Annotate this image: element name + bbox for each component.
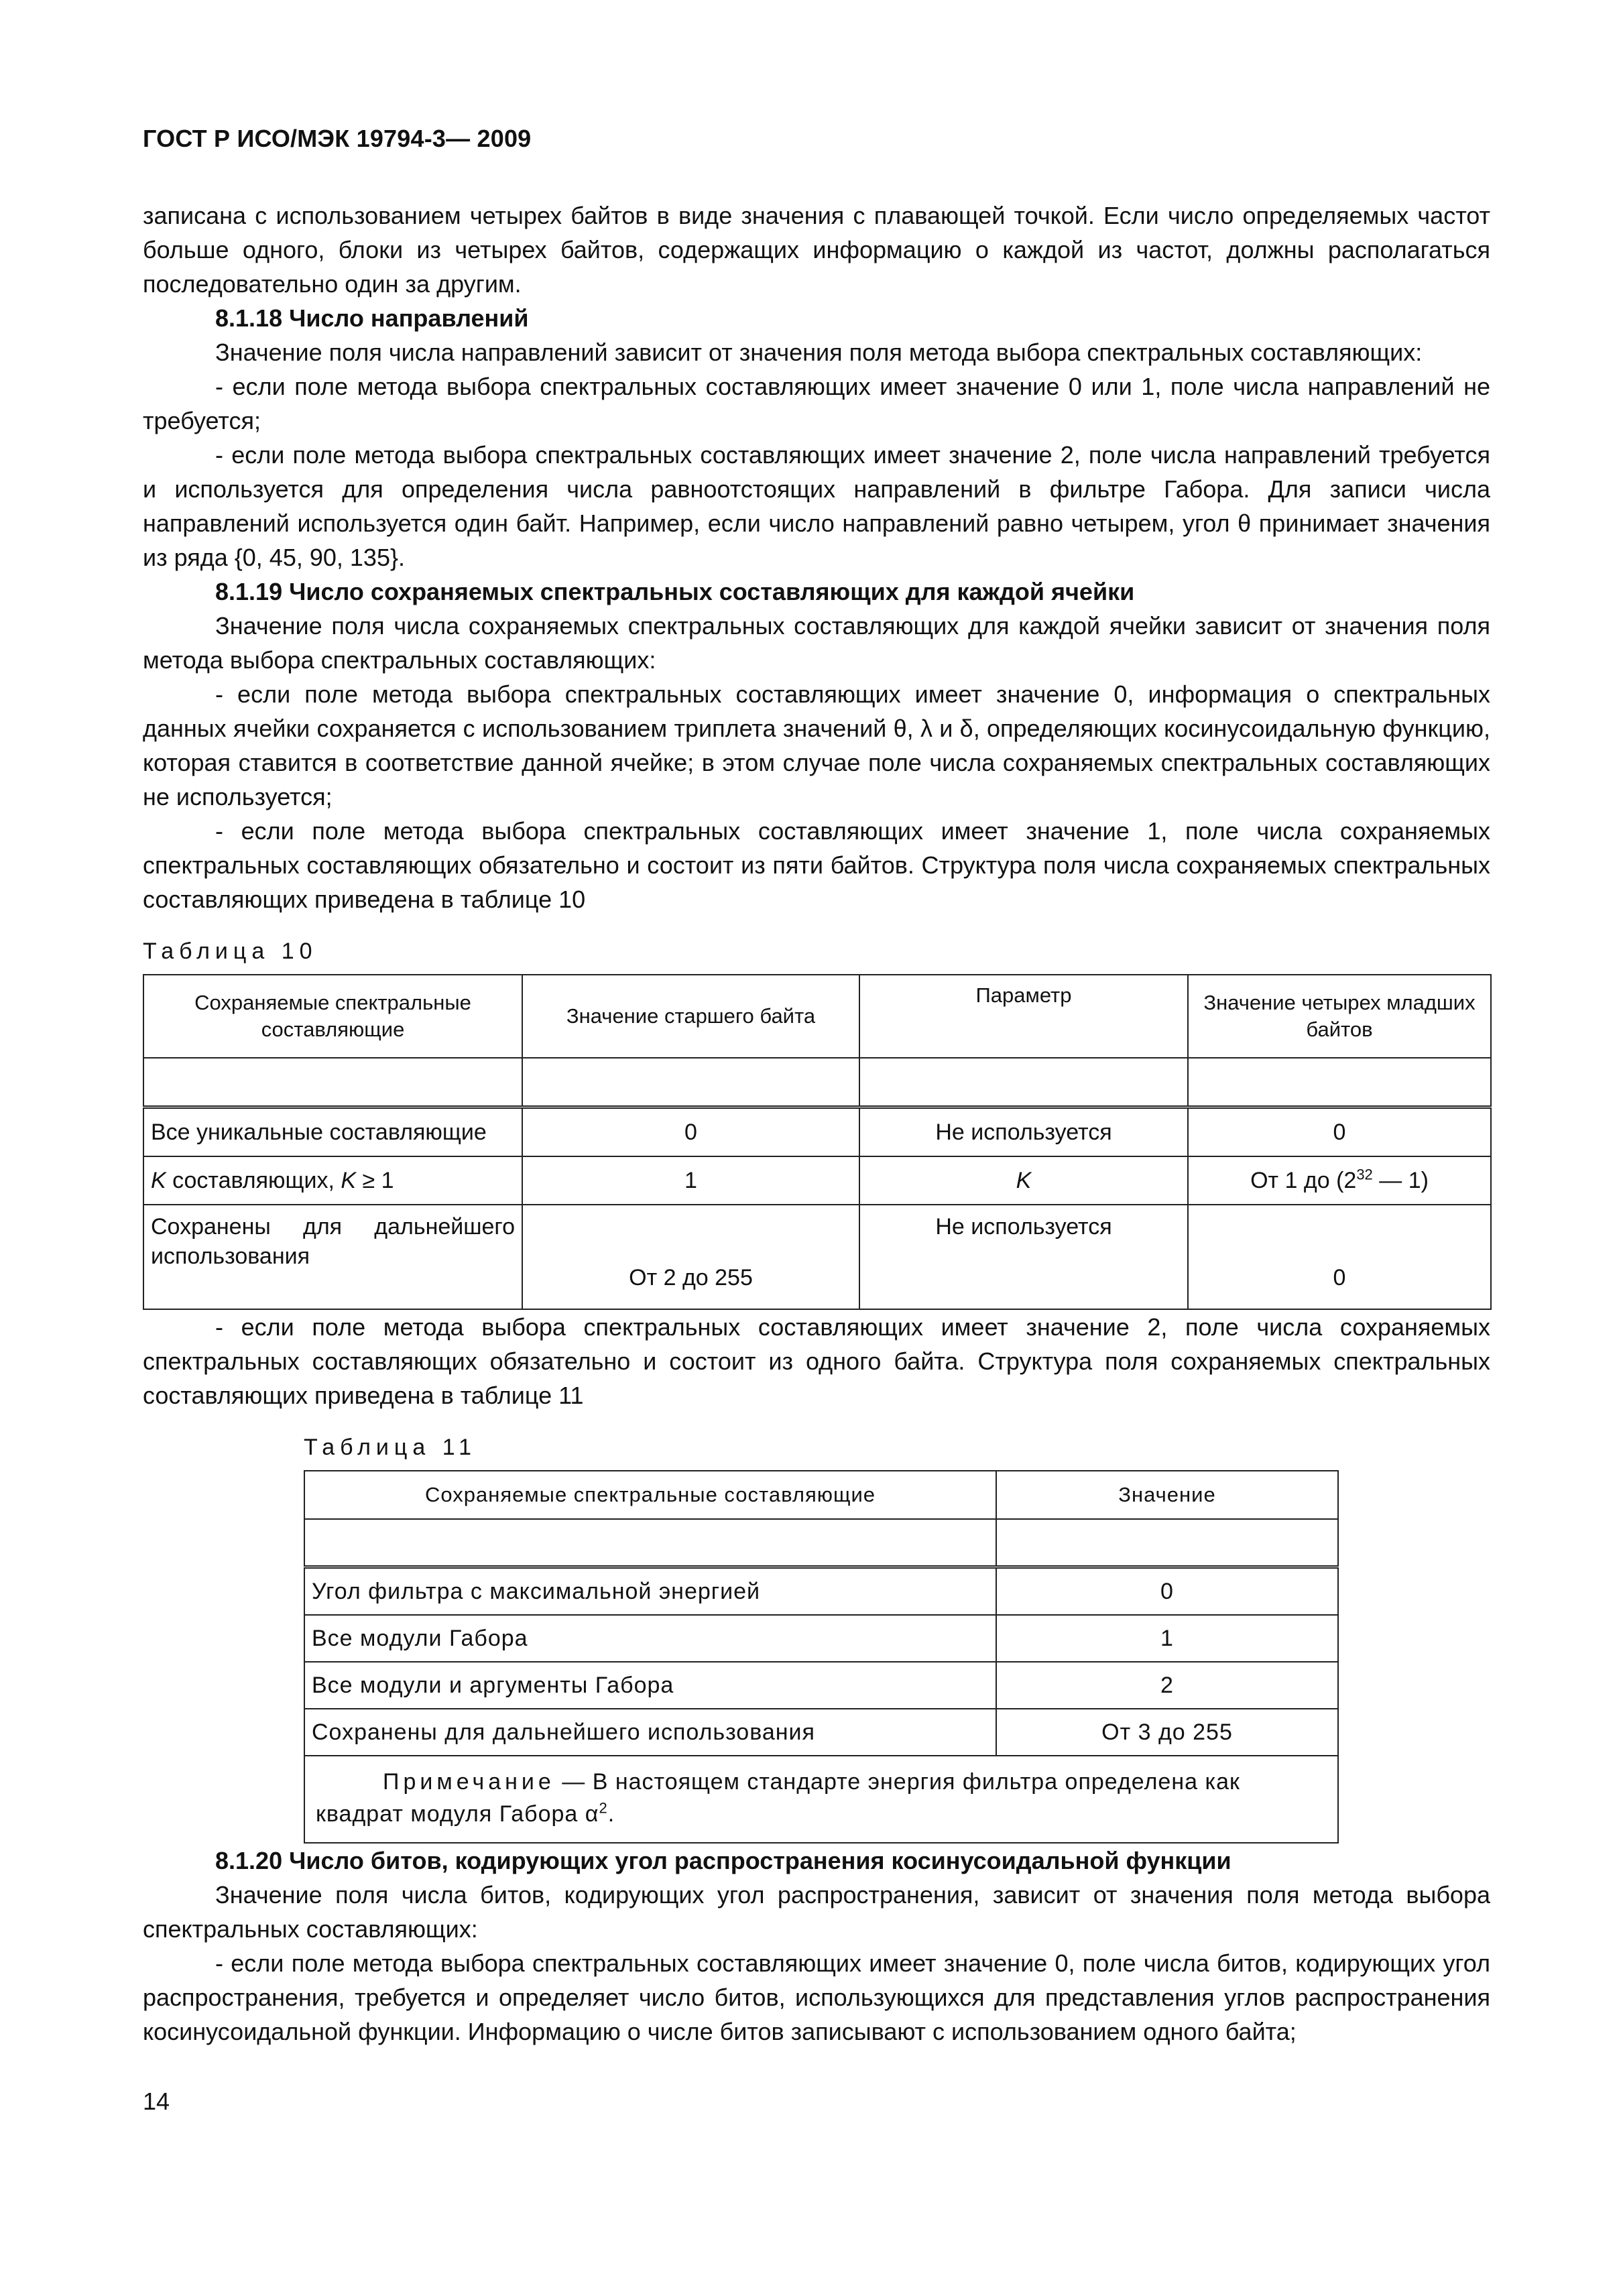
- note-label: Примечание: [383, 1769, 555, 1795]
- section-8-1-18-heading: 8.1.18 Число направлений: [215, 304, 529, 332]
- table-row: [304, 1756, 1338, 1843]
- table-11: [304, 1470, 1339, 1844]
- table-11-cell: Все модули и аргументы Габора: [304, 1662, 996, 1709]
- table-10-cell: Не используется: [859, 1107, 1188, 1157]
- table-11-cell: 0: [996, 1567, 1338, 1616]
- table-row: [304, 1567, 1338, 1616]
- table-10-cell: 1: [522, 1156, 859, 1205]
- section-8-1-18-paragraph: Значение поля числа направлений зависит от значения поля метода выбора спектральных составляющих:: [215, 339, 1423, 366]
- section-8-1-20-paragraph: - если поле метода выбора спектральных составляющих имеет значение 0, поле числа битов, кодирующих угол распространения, требуется и определяет число битов, использующихся для представления углов распространения косинусоидальной функции. Информацию о числе битов записывают с использованием одного байта;: [143, 1949, 1490, 2045]
- section-8-1-18-paragraph: - если поле метода выбора спектральных составляющих имеет значение 2, поле числа направлений требуется и используется для определения числа равноотстоящих направлений в фильтре Габора. Для записи числа направлений используется один байт. Например, если число направлений равно четырем, угол θ принимает значения из ряда {0, 45, 90, 135}.: [143, 441, 1490, 571]
- table-11-cell: Угол фильтра с максимальной энергией: [304, 1567, 996, 1616]
- section-8-1-19-paragraph: Значение поля числа сохраняемых спектральных составляющих для каждой ячейки зависит от значения поля метода выбора спектральных составляющих:: [143, 612, 1490, 674]
- table-10-cell: Не используется: [859, 1205, 1188, 1309]
- table-11-note: [304, 1756, 1338, 1843]
- page-number: 14: [143, 2088, 170, 2115]
- note-text: .: [607, 1801, 615, 1827]
- table-10-header-cell: Параметр: [859, 975, 1188, 1058]
- cell-text: От 1 до (2: [1250, 1168, 1357, 1193]
- table-10-header-cell: Значение старшего байта: [522, 975, 859, 1058]
- section-8-1-19-paragraph: - если поле метода выбора спектральных составляющих имеет значение 1, поле числа сохраняемых спектральных составляющих обязательно и состоит из пяти байтов. Структура поля числа сохраняемых спектральных составляющих приведена в таблице 10: [143, 817, 1490, 913]
- section-8-1-19-paragraph: - если поле метода выбора спектральных составляющих имеет значение 0, информация о спектральных данных ячейки сохраняется с использованием триплета значений θ, λ и δ, определяющих косинусоидальную функцию, которая ставится в соответствие данной ячейке; в этом случае поле числа сохраняемых спектральных составляющих не используется;: [143, 680, 1490, 810]
- section-8-1-19-paragraph: - если поле метода выбора спектральных составляющих имеет значение 2, поле числа сохраняемых спектральных составляющих обязательно и состоит из одного байта. Структура поля сохраняемых спектральных составляющих приведена в таблице 11: [143, 1313, 1490, 1409]
- table-row: [304, 1615, 1338, 1662]
- table-10-cell: От 2 до 255: [522, 1205, 859, 1309]
- intro-paragraph: записана с использованием четырех байтов в виде значения с плавающей точкой. Если число определяемых частот больше одного, блоки из четырех байтов, содержащих информацию о каждой из частот, должны располагаться последовательно один за другим.: [143, 202, 1490, 298]
- table-row: [143, 1107, 1491, 1157]
- document-header: ГОСТ Р ИСО/МЭК 19794-3— 2009: [143, 125, 532, 152]
- table-10-caption: Таблица 10: [143, 939, 318, 964]
- document-body: [143, 198, 1490, 2049]
- variable-k: K: [341, 1168, 357, 1193]
- table-10-cell: Сохранены для дальнейшего использования: [143, 1205, 522, 1309]
- table-10-cell: [859, 1156, 1188, 1205]
- cell-text: составляющих,: [166, 1168, 341, 1193]
- table-11-header-cell: Значение: [996, 1471, 1338, 1519]
- table-10-cell: 0: [522, 1107, 859, 1157]
- table-10-cell: 0: [1188, 1107, 1491, 1157]
- table-11-cell: 2: [996, 1662, 1338, 1709]
- table-11-cell: 1: [996, 1615, 1338, 1662]
- cell-text: ≥ 1: [356, 1168, 394, 1193]
- section-8-1-19-heading: 8.1.19 Число сохраняемых спектральных составляющих для каждой ячейки: [215, 578, 1135, 605]
- section-8-1-20-paragraph: Значение поля числа битов, кодирующих угол распространения, зависит от значения поля метода выбора спектральных составляющих:: [143, 1881, 1490, 1943]
- table-10-cell: Все уникальные составляющие: [143, 1107, 522, 1157]
- table-row: [143, 1205, 1491, 1309]
- section-8-1-18-paragraph: - если поле метода выбора спектральных составляющих имеет значение 0 или 1, поле числа направлений не требуется;: [143, 373, 1490, 434]
- table-11-header-cell: Сохраняемые спектральные составляющие: [304, 1471, 996, 1519]
- table-row: [143, 1156, 1491, 1205]
- note-text: — В настоящем стандарте энергия фильтра определена как квадрат модуля Габора α: [316, 1769, 1240, 1827]
- superscript: 2: [599, 1799, 608, 1817]
- table-11-caption: Таблица 11: [304, 1435, 477, 1460]
- cell-text: — 1): [1372, 1168, 1429, 1193]
- variable-k: K: [151, 1168, 166, 1193]
- table-11-cell: От 3 до 255: [996, 1709, 1338, 1756]
- table-10-header-cell: Сохраняемые спектральные составляющие: [143, 975, 522, 1058]
- superscript: 32: [1356, 1166, 1373, 1183]
- table-10: [143, 974, 1492, 1310]
- variable-k: K: [1016, 1168, 1032, 1193]
- table-11-cell: Сохранены для дальнейшего использования: [304, 1709, 996, 1756]
- table-10-cell: 0: [1188, 1205, 1491, 1309]
- table-10-cell: [1188, 1156, 1491, 1205]
- table-row: [304, 1709, 1338, 1756]
- table-11-cell: Все модули Габора: [304, 1615, 996, 1662]
- table-row: [304, 1662, 1338, 1709]
- table-10-cell: [143, 1156, 522, 1205]
- table-10-header-cell: Значение четырех младших байтов: [1188, 975, 1491, 1058]
- section-8-1-20-heading: 8.1.20 Число битов, кодирующих угол распространения косинусоидальной функции: [215, 1847, 1231, 1874]
